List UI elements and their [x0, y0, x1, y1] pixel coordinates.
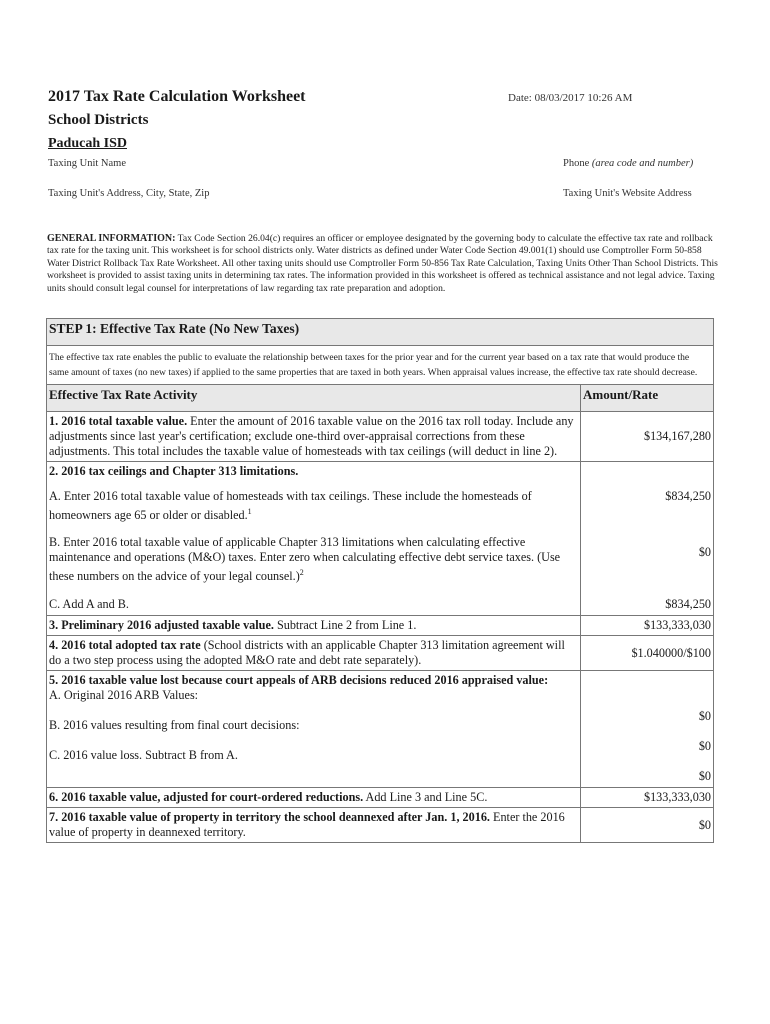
line4-amount: $1.040000/$100	[581, 636, 714, 671]
table-row	[47, 616, 714, 636]
address-label: Taxing Unit's Address, City, State, Zip	[48, 188, 210, 199]
phone-hint: (area code and number)	[591, 158, 694, 169]
line4-label	[47, 636, 581, 671]
line5a-amount: $0	[698, 709, 711, 723]
line2a-text: A. Enter 2016 total taxable value of homesteads with tax ceilings. These include the homesteads of homeowners age 65 or older or disabled.	[49, 489, 532, 523]
line2b-amount: $0	[698, 545, 711, 559]
line5b-amount: $0	[698, 739, 711, 753]
line5b-text: B. 2016 values resulting from final court decisions:	[49, 718, 300, 732]
line1-title: 1. 2016 total taxable value.	[49, 414, 188, 428]
line3-title: 3. Preliminary 2016 adjusted taxable value.	[49, 618, 274, 632]
amount-column-header: Amount/Rate	[581, 385, 714, 412]
line3-amount: $133,333,030	[581, 616, 714, 636]
line6-amount: $133,333,030	[581, 788, 714, 808]
phone-label-text: Phone	[563, 158, 590, 169]
line2a-amount: $834,250	[665, 489, 711, 503]
line1-text: Enter the amount of 2016 taxable value on the 2016 tax roll today. Include any adjustments since last year's certification; exclude one-third over-appraisal corrections from these adjustments. This total includes the taxable value of homesteads with tax ceilings (will deduct in line 2).	[49, 414, 574, 458]
general-information-text: Tax Code Section 26.04(c) requires an officer or employee designated by the governing body to calculate the effective tax rate and rollback tax rate for the taxing unit. This worksheet is for school districts only. Water districts as defined under Water Code Section 49.001(1) should use Comptroller Form 50-858 Water District Rollback Tax Rate Worksheet. All other taxing units should use Comptroller Form 50-856 Tax Rate Calculation, Taxing Units Other Than School Districts. This worksheet is provided to assist taxing units in determining tax rates. The information provided in this worksheet is offered as technical assistance and not legal advice. Taxing units should consult legal counsel for interpretations of law regarding tax rate preparation and adoption.	[47, 233, 718, 294]
line2-title: 2. 2016 tax ceilings and Chapter 313 limitations.	[49, 464, 299, 478]
line2a-footnote: 1	[247, 507, 252, 516]
table-row	[47, 462, 714, 616]
phone-label	[563, 158, 693, 169]
website-label: Taxing Unit's Website Address	[563, 188, 692, 199]
line5-amounts	[581, 671, 714, 788]
table-row	[47, 788, 714, 808]
line2-label	[47, 462, 581, 616]
line5-label	[47, 671, 581, 788]
line4-title: 4. 2016 total adopted tax rate	[49, 638, 201, 652]
step1-title: STEP 1: Effective Tax Rate (No New Taxes)	[47, 319, 714, 346]
line5a-text: A. Original 2016 ARB Values:	[49, 688, 199, 702]
line1-amount: $134,167,280	[581, 412, 714, 462]
line7-title: 7. 2016 taxable value of property in territory the school deannexed after Jan. 1, 2016.	[49, 810, 490, 824]
page-title: 2017 Tax Rate Calculation Worksheet	[48, 88, 306, 105]
taxing-unit-name: Paducah ISD	[48, 136, 127, 151]
line2-amounts	[581, 462, 714, 616]
line2b-text-wrap	[49, 535, 578, 597]
line7-amount: $0	[581, 808, 714, 843]
line6-label	[47, 788, 581, 808]
line5c-text: C. 2016 value loss. Subtract B from A.	[49, 748, 238, 762]
table-row	[47, 636, 714, 671]
line2c-amount: $834,250	[665, 597, 711, 611]
taxing-unit-name-label: Taxing Unit Name	[48, 158, 126, 169]
worksheet-table	[46, 318, 714, 843]
line3-label	[47, 616, 581, 636]
line1-label	[47, 412, 581, 462]
line2b-text: B. Enter 2016 total taxable value of applicable Chapter 313 limitations when calculating effective maintenance and operations (M&O) taxes. Enter zero when calculating effective debt service taxes. (Use these numbers on the advice of your legal counsel.)	[49, 535, 561, 584]
table-row	[47, 412, 714, 462]
line7-text: Enter the 2016 value of property in deannexed territory.	[49, 810, 565, 839]
line5c-amount: $0	[698, 769, 711, 783]
line2b-footnote: 2	[299, 568, 304, 577]
date-stamp: Date: 08/03/2017 10:26 AM	[508, 92, 633, 104]
line4-text: (School districts with an applicable Chapter 313 limitation agreement will do a two step process using the adopted M&O rate and debt rate separately).	[49, 638, 565, 667]
line3-text: Subtract Line 2 from Line 1.	[273, 618, 417, 632]
table-row	[47, 808, 714, 843]
activity-column-header: Effective Tax Rate Activity	[47, 385, 581, 412]
page-subtitle: School Districts	[48, 112, 149, 128]
line6-text: Add Line 3 and Line 5C.	[363, 790, 488, 804]
general-information	[47, 233, 720, 295]
step1-description: The effective tax rate enables the public to evaluate the relationship between taxes for the prior year and for the current year based on a tax rate that would produce the same amount of taxes (no new taxes) if applied to the same properties that are taxed in both years. When appraisal values increase, the effective tax rate should decrease.	[47, 346, 714, 385]
line6-title: 6. 2016 taxable value, adjusted for court-ordered reductions.	[49, 790, 364, 804]
general-information-label: GENERAL INFORMATION:	[47, 233, 176, 244]
table-row	[47, 671, 714, 788]
line7-label	[47, 808, 581, 843]
line2a-text-wrap	[49, 489, 578, 535]
line5-title: 5. 2016 taxable value lost because court appeals of ARB decisions reduced 2016 appraised value:	[49, 673, 549, 687]
line2c-text: C. Add A and B.	[49, 597, 129, 611]
